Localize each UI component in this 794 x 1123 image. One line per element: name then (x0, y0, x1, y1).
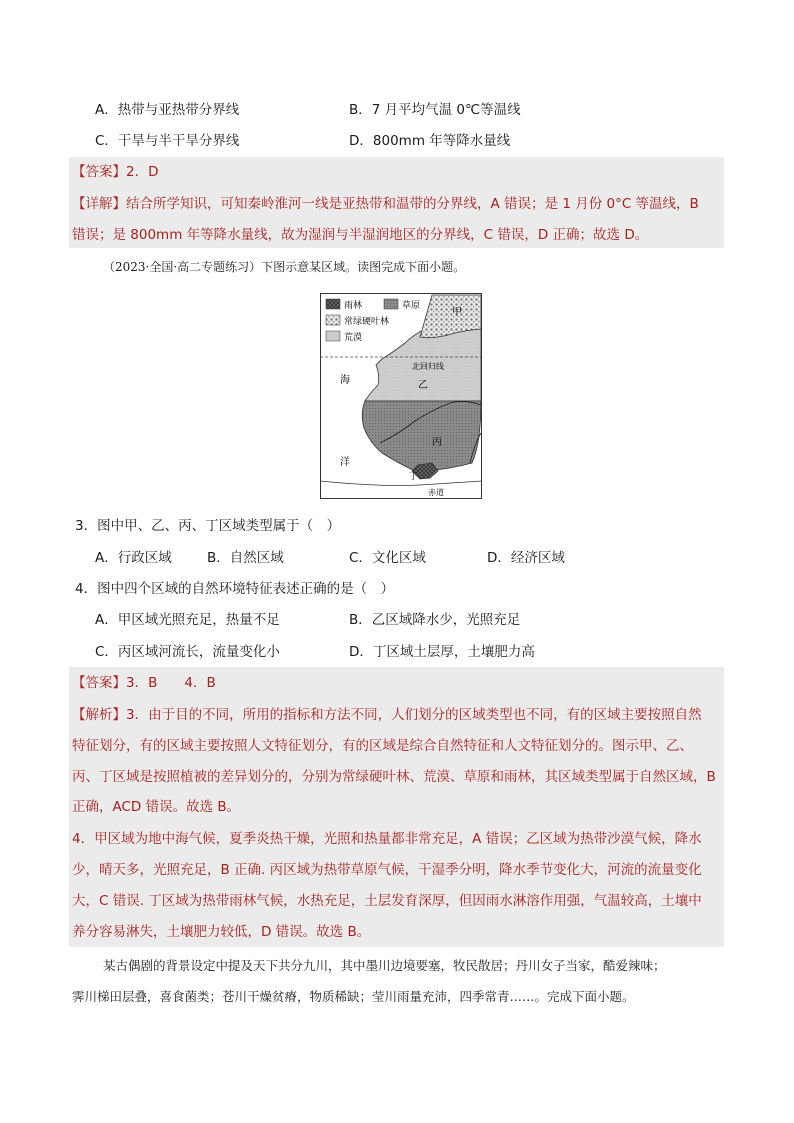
q3-option-d: D．经济区域 (487, 550, 565, 566)
answer-2 (72, 162, 158, 182)
q3-option-a: A．行政区域 (95, 550, 172, 566)
option-d: D．800mm 年等降水量线 (349, 133, 511, 149)
q4-option-b: B．乙区域降水少，光照充足 (349, 612, 521, 628)
question-intro: （2023·全国·高二专题练习）下图示意某区域。读图完成下面小题。 (103, 260, 466, 274)
analysis-label: 【解析】 (72, 707, 126, 723)
question-4-stem: 4．图中四个区域的自然环境特征表述正确的是（ ） (75, 581, 395, 597)
analysis-line-2: 特征划分，有的区域主要按照人文特征划分，有的区域是综合自然特征和人文特征划分的。图示甲、乙、 (72, 738, 693, 754)
label-ocean: 洋 (340, 457, 350, 468)
question-3-stem: 3．图中甲、乙、丙、丁区域类型属于（ ） (75, 518, 341, 534)
label-equator: 赤道 (428, 488, 444, 497)
option-b: B．7 月平均气温 0℃等温线 (349, 102, 521, 118)
label-ding: 丁 (409, 472, 419, 482)
option-a: A．热带与亚热带分界线 (95, 102, 240, 118)
analysis-line-6: 少，晴天多，光照充足，B 正确. 丙区域为热带草原气候，干湿季分明，降水季节变化大，河流的流量变化 (72, 862, 702, 878)
label-yi: 乙 (418, 380, 428, 391)
legend-sclerophyll: 常绿硬叶林 (344, 317, 390, 327)
analysis-line-5: 4．甲区域为地中海气候，夏季炎热干燥，光照和热量都非常充足，A 错误；乙区域为热带沙漠气候，降水 (72, 831, 702, 847)
answer-text: 2．D (126, 164, 159, 180)
label-bing: 丙 (432, 437, 442, 448)
answer-34 (72, 673, 216, 693)
region-map (320, 293, 482, 499)
q3-option-c: C．文化区域 (349, 550, 426, 566)
answer-label: 【答案】 (72, 675, 126, 691)
option-c: C．干旱与半干旱分界线 (95, 133, 240, 149)
detail-2-line-1: 【详解】结合所学知识，可知秦岭淮河一线是亚热带和温带的分界线，A 错误；是 1 月份 0°C 等温线，B (72, 196, 699, 212)
label-sea: 海 (340, 375, 350, 386)
analysis-line-3: 丙、丁区域是按照植被的差异划分的，分别为常绿硬叶林、荒漠、草原和雨林，其区域类型属于自然区域，B (72, 769, 716, 785)
analysis-line-7: 大，C 错误. 丁区域为热带雨林气候，水热充足，土层发育深厚，但因雨水淋溶作用强，气温较高，土壤中 (72, 893, 702, 909)
detail-label: 【详解】 (72, 196, 126, 212)
detail-2-line-2: 错误；是 800mm 年等降水量线，故为湿润与半湿润地区的分界线，C 错误，D 正确；故选 D。 (72, 227, 649, 243)
q4-option-d: D．丁区域土层厚，土壤肥力高 (349, 644, 535, 660)
label-tropic: 北回归线 (412, 362, 444, 371)
legend-rainforest: 雨林 (344, 301, 363, 311)
map-svg (320, 293, 482, 499)
next-intro-line-1: 某古偶剧的背景设定中提及天下共分九川，其中墨川边境要塞，牧民散居；丹川女子当家，酷爱辣味； (103, 958, 666, 973)
analysis-line-4: 正确，ACD 错误。故选 B。 (72, 799, 241, 815)
label-jia: 甲 (452, 307, 462, 318)
answer-text: 3．B 4．B (126, 675, 216, 691)
q4-option-c: C．丙区域河流长，流量变化小 (95, 644, 280, 660)
legend-desert: 荒漠 (344, 333, 363, 343)
q4-option-a: A．甲区域光照充足，热量不足 (95, 612, 280, 628)
analysis-line-1: 【解析】3．由于目的不同，所用的指标和方法不同，人们划分的区域类型也不同，有的区域主要按照自然 (72, 707, 702, 723)
legend-grassland: 草原 (402, 301, 421, 311)
analysis-line-8: 养分容易淋失，土壤肥力较低，D 错误。故选 B。 (72, 924, 371, 940)
next-intro-line-2: 霁川梯田层叠，喜食菌类；苍川干燥贫瘠，物质稀缺；莹川雨量充沛，四季常青……。完成下面小题。 (72, 989, 635, 1004)
q3-option-b: B．自然区域 (207, 550, 284, 566)
answer-label: 【答案】 (72, 164, 126, 180)
